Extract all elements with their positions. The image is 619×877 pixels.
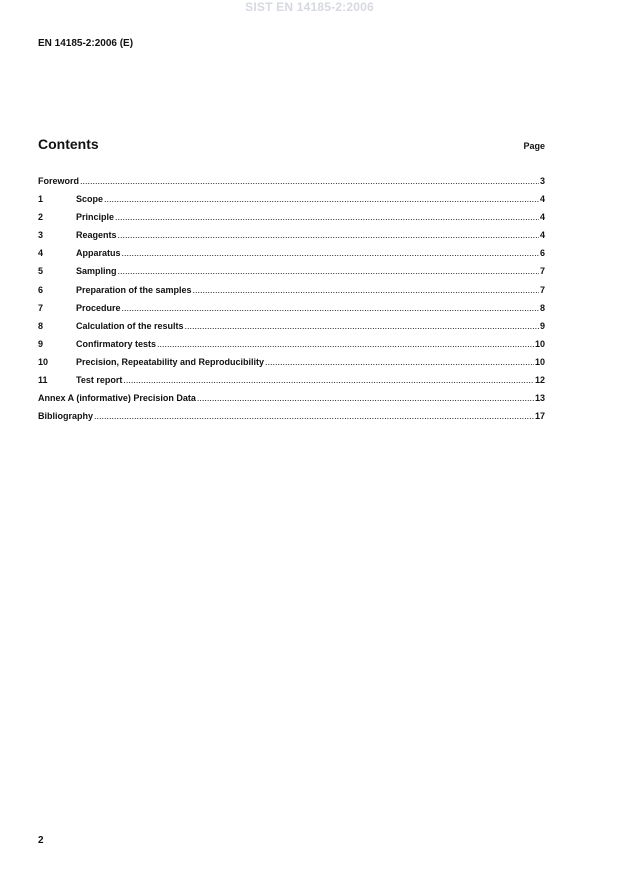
toc-entry-page: 10	[534, 338, 545, 349]
toc-entry-title: Foreword	[38, 176, 80, 186]
toc-entry-page: 4	[539, 212, 545, 223]
toc-leader	[122, 248, 539, 258]
toc-entry-page: 12	[534, 375, 545, 386]
toc-entry-number: 6	[38, 284, 44, 295]
toc-entry-number: 8	[38, 320, 44, 331]
toc-entry-title: Apparatus	[76, 248, 121, 259]
toc-entry-page: 13	[534, 393, 545, 404]
toc-entry-page: 4	[539, 194, 545, 205]
toc-entry-procedure[interactable]	[38, 303, 545, 321]
toc-entry-page: 4	[539, 230, 545, 241]
toc-entry-principle[interactable]	[38, 212, 545, 230]
toc-leader	[185, 321, 539, 331]
toc-entry-bibliography[interactable]	[38, 411, 545, 429]
toc-entry-number: 9	[38, 338, 44, 349]
toc-leader	[197, 393, 534, 403]
toc-entry-title: Annex A (informative) Precision Data	[38, 393, 196, 404]
toc-entry-page: 8	[539, 302, 545, 313]
toc-leader	[118, 230, 539, 240]
toc-leader	[265, 357, 534, 367]
toc-entry-annex-a[interactable]	[38, 393, 545, 411]
toc-leader	[193, 285, 539, 295]
toc-entry-title: Calculation of the results	[76, 320, 184, 331]
toc-leader	[123, 375, 534, 385]
toc-entry-title: Scope	[76, 194, 104, 205]
toc-entry-page: 7	[539, 284, 545, 295]
toc-entry-reagents[interactable]	[38, 230, 545, 248]
toc-entry-page: 10	[534, 356, 545, 367]
toc-entry-title: Principle	[76, 212, 115, 223]
toc-entry-title: Sampling	[76, 266, 117, 277]
toc-entry-page: 6	[539, 248, 545, 259]
toc-entry-title: Test report	[76, 375, 123, 386]
toc-entry-calculation-of-results[interactable]	[38, 321, 545, 339]
toc-leader	[157, 339, 534, 349]
contents-title: Contents	[38, 136, 99, 152]
toc-leader	[104, 194, 539, 204]
toc-entry-foreword[interactable]	[38, 176, 545, 194]
toc-leader	[115, 212, 539, 222]
table-of-contents	[38, 176, 545, 429]
page-column-label: Page	[523, 141, 545, 151]
toc-entry-preparation-of-samples[interactable]	[38, 285, 545, 303]
toc-entry-number: 5	[38, 266, 44, 277]
toc-entry-apparatus[interactable]	[38, 248, 545, 266]
toc-entry-number: 10	[38, 356, 49, 367]
document-id: EN 14185-2:2006 (E)	[38, 38, 134, 49]
toc-entry-page: 17	[534, 411, 545, 422]
toc-entry-page: 7	[539, 266, 545, 277]
toc-entry-precision[interactable]	[38, 357, 545, 375]
toc-entry-test-report[interactable]	[38, 375, 545, 393]
toc-leader	[122, 303, 539, 313]
toc-entry-title: Bibliography	[38, 411, 94, 422]
toc-entry-sampling[interactable]	[38, 266, 545, 284]
page-number: 2	[38, 835, 44, 846]
toc-leader	[80, 176, 539, 186]
toc-entry-title: Precision, Repeatability and Reproducibility	[76, 356, 265, 367]
toc-entry-title: Procedure	[76, 302, 121, 313]
toc-entry-confirmatory-tests[interactable]	[38, 339, 545, 357]
toc-entry-scope[interactable]	[38, 194, 545, 212]
toc-entry-title: Confirmatory tests	[76, 338, 157, 349]
toc-entry-page: 9	[539, 320, 545, 331]
toc-entry-page: 3	[539, 176, 545, 186]
toc-entry-title: Preparation of the samples	[76, 284, 192, 295]
toc-entry-number: 4	[38, 248, 44, 259]
toc-entry-number: 1	[38, 194, 44, 205]
toc-entry-title: Reagents	[76, 230, 117, 241]
toc-leader	[94, 411, 534, 421]
toc-entry-number: 3	[38, 230, 44, 241]
toc-entry-number: 11	[38, 375, 48, 386]
toc-entry-number: 2	[38, 212, 44, 223]
toc-leader	[118, 266, 539, 276]
watermark: SIST EN 14185-2:2006	[245, 0, 374, 14]
toc-entry-number: 7	[38, 302, 44, 313]
